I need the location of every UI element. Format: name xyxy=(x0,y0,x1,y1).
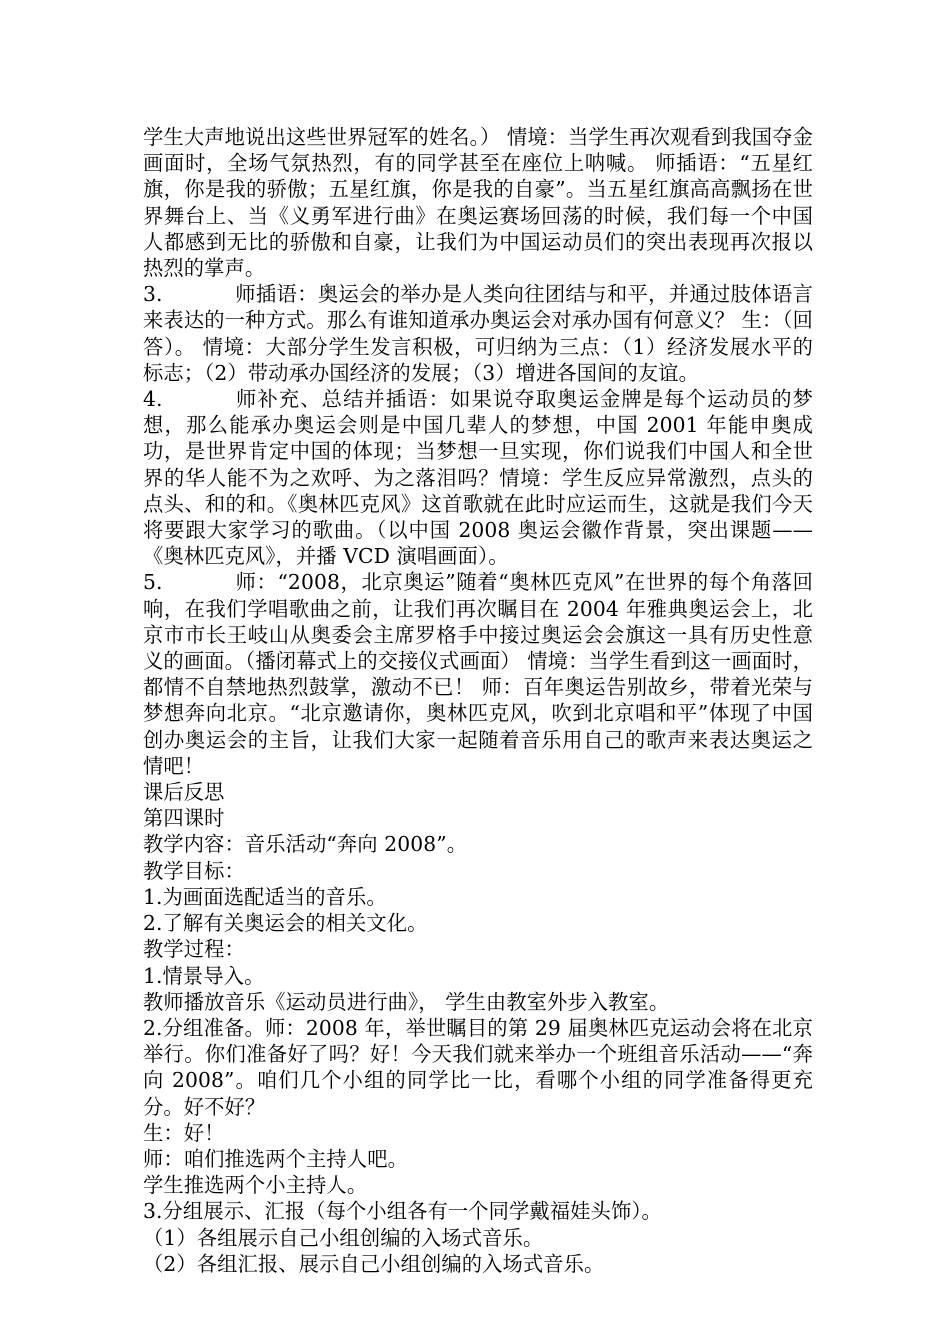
paragraph-number: 3. xyxy=(143,282,163,307)
teaching-goals-heading: 教学目标： xyxy=(143,858,245,883)
goal-item-1: 1.为画面选配适当的音乐。 xyxy=(143,884,387,909)
teaching-content: 教学内容：音乐活动“奔向 2008”。 xyxy=(143,832,468,857)
dialogue-line-student: 生：好！ xyxy=(143,1120,225,1145)
paragraph-1 xyxy=(143,124,813,281)
paragraph-2 xyxy=(143,281,813,386)
paragraph-4 xyxy=(143,569,813,779)
paragraph-number: 5. xyxy=(143,570,163,595)
paragraph-number: 4. xyxy=(143,387,163,412)
process-note: 学生推选两个小主持人。 xyxy=(143,1173,368,1198)
dialogue-line-teacher: 师：咱们推选两个主持人吧。 xyxy=(143,1146,408,1171)
paragraph-text: 学生大声地说出这些世界冠军的姓名。） 情境：当学生再次观看到我国夺金画面时，全场气氛热烈，有的同学甚至在座位上呐喊。 师插语：“五星红旗，你是我的骄傲；五星红旗，你是我的自豪”。当五星红旗高高飘扬在世界舞台上、当《义勇军进行曲》在奥运赛场回荡的时候，我们每一个中国人都感到无比的骄傲和自豪，让我们为中国运动员们的突出表现再次报以热烈的掌声。 xyxy=(143,125,813,281)
heading-reflection: 课后反思 xyxy=(143,780,225,805)
paragraph-text: 师：“2008，北京奥运”随着“奥林匹克风”在世界的每个角落回响，在我们学唱歌曲之前，让我们再次瞩目在 2004 年雅典奥运会上，北京市市长王岐山从奥委会主席罗格手中接过奥运会会旗这一具有历史性意义的画面。（播闭幕式上的交接仪式画面） 情境：当学生看到这一画面时，都情不自禁地热烈鼓掌，激动不已！ 师：百年奥运告别故乡，带着光荣与梦想奔向北京。“北京邀请你，奥林匹克风，吹到北京唱和平”体现了中国创办奥运会的主旨，让我们大家一起随着音乐用自己的歌声来表达奥运之情吧！ xyxy=(143,570,813,778)
teaching-process-heading: 教学过程： xyxy=(143,937,245,962)
process-step-3: 3.分组展示、汇报（每个小组各有一个同学戴福娃头饰）。 xyxy=(143,1199,662,1224)
process-step-1: 1.情景导入。 xyxy=(143,963,265,988)
process-step-1-detail: 教师播放音乐《运动员进行曲》， 学生由教室外步入教室。 xyxy=(143,989,670,1014)
process-sub-item-2: （2）各组汇报、展示自己小组创编的入场式音乐。 xyxy=(143,1251,605,1276)
paragraph-text: 师补充、总结并插语：如果说夺取奥运金牌是每个运动员的梦想，那么能承办奥运会则是中国几辈人的梦想，中国 2001 年能申奥成功，是世界肯定中国的体现；当梦想一旦实现，你们说我们中国人和全世界的华人能不为之欢呼、为之落泪吗？情境：学生反应异常激烈，点头的点头、和的和。《奥林匹克风》这首歌就在此时应运而生，这就是我们今天将要跟大家学习的歌曲。（以中国 2008 奥运会徽作背景，突出课题——《奥林匹克风》，并播 VCD 演唱画面）。 xyxy=(143,387,813,569)
process-step-2: 2.分组准备。师：2008 年，举世瞩目的第 29 届奥林匹克运动会将在北京举行。你们准备好了吗？好！今天我们就来举办一个班组音乐活动——“奔向 2008”。咱们几个小组的同学比一比，看哪个小组的同学准备得更充分。好不好？ xyxy=(143,1015,813,1119)
document-page xyxy=(143,124,813,1277)
process-sub-item-1: （1）各组展示自己小组创编的入场式音乐。 xyxy=(143,1225,544,1250)
heading-lesson-four: 第四课时 xyxy=(143,806,225,831)
paragraph-text: 师插语：奥运会的举办是人类向往团结与和平，并通过肢体语言来表达的一种方式。那么有谁知道承办奥运会对承办国有何意义？ 生：（回答）。 情境：大部分学生发言积极，可归纳为三点：（1）经济发展水平的标志；（2）带动承办国经济的发展；（3）增进各国间的友谊。 xyxy=(143,282,813,385)
paragraph-3 xyxy=(143,386,813,569)
goal-item-2: 2.了解有关奥运会的相关文化。 xyxy=(143,911,428,936)
